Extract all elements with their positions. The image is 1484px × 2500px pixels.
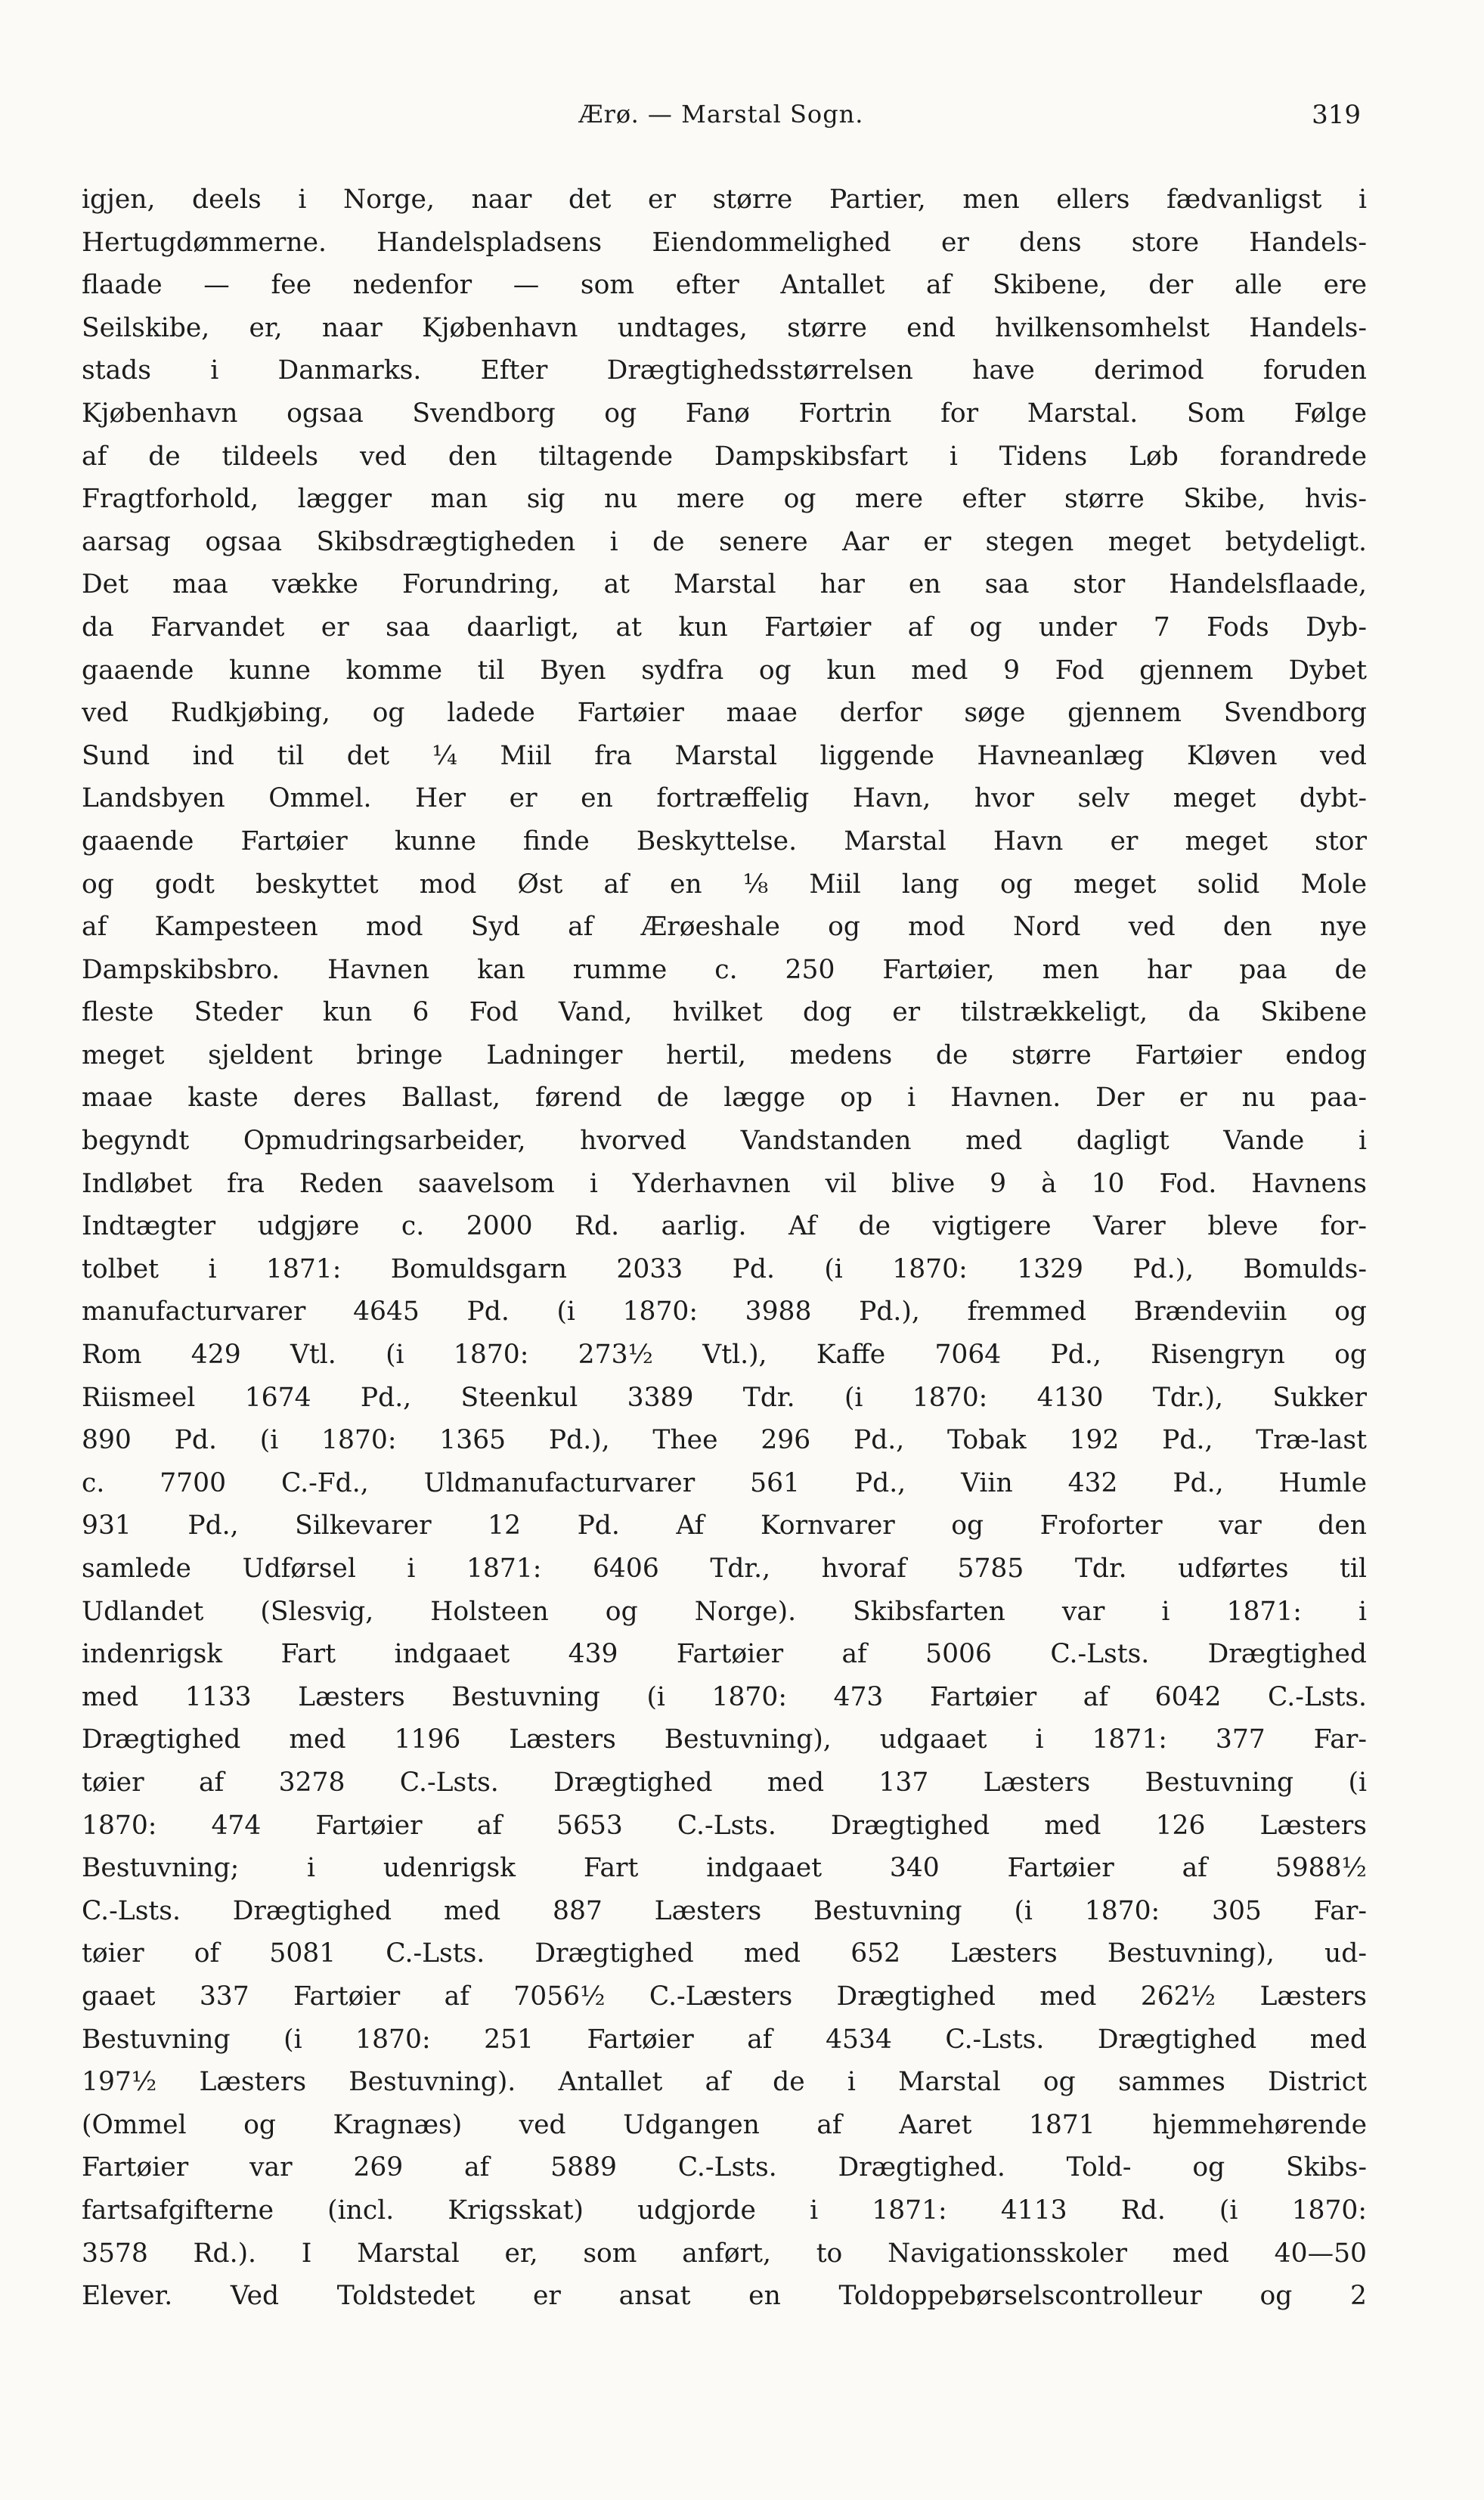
text-line: maae kaste deres Ballast, førend de lægge op i Havnen. Der er nu paa- xyxy=(82,1083,1367,1114)
text-line: 3578 Rd.). I Marstal er, som anført, to Navigationsskoler med 40—50 xyxy=(82,2238,1367,2269)
running-title: Ærø. — Marstal Sogn. xyxy=(578,100,864,129)
text-line: indenrigsk Fart indgaaet 439 Fartøier af 5006 C.-Lsts. Drægtighed xyxy=(82,1639,1367,1670)
text-line: da Farvandet er saa daarligt, at kun Fartøier af og under 7 Fods Dyb- xyxy=(82,612,1367,643)
text-line: c. 7700 C.-Fd., Uldmanufacturvarer 561 Pd., Viin 432 Pd., Humle xyxy=(82,1467,1367,1498)
text-line: fleste Steder kun 6 Fod Vand, hvilket dog er tilstrækkeligt, da Skibene xyxy=(82,997,1367,1028)
text-line: ved Rudkjøbing, og ladede Fartøier maae derfor søge gjennem Svendborg xyxy=(82,698,1367,729)
text-line: Det maa vække Forundring, at Marstal har en saa stor Handelsflaade, xyxy=(82,569,1367,600)
text-line: Udlandet (Slesvig, Holsteen og Norge). Skibsfarten var i 1871: i xyxy=(82,1596,1367,1627)
text-line: Indtægter udgjøre c. 2000 Rd. aarlig. Af de vigtigere Varer bleve for- xyxy=(82,1211,1367,1242)
text-line: Sund ind til det ¼ Miil fra Marstal liggende Havneanlæg Kløven ved xyxy=(82,740,1367,771)
text-line: gaaende kunne komme til Byen sydfra og kun med 9 Fod gjennem Dybet xyxy=(82,655,1367,686)
text-line: Drægtighed med 1196 Læsters Bestuvning), udgaaet i 1871: 377 Far- xyxy=(82,1724,1367,1755)
text-line: Fragtforhold, lægger man sig nu mere og mere efter større Skibe, hvis- xyxy=(82,484,1367,515)
text-line: tolbet i 1871: Bomuldsgarn 2033 Pd. (i 1870: 1329 Pd.), Bomulds- xyxy=(82,1253,1367,1284)
text-line: tøier af 3278 C.-Lsts. Drægtighed med 137 Læsters Bestuvning (i xyxy=(82,1767,1367,1798)
text-line: Bestuvning (i 1870: 251 Fartøier af 4534 C.-Lsts. Drægtighed med xyxy=(82,2024,1367,2055)
text-line: igjen, deels i Norge, naar det er større Partier, men ellers fædvanligst i xyxy=(82,184,1367,215)
text-line: Hertugdømmerne. Handelspladsens Eiendommelighed er dens store Handels- xyxy=(82,227,1367,258)
text-line: stads i Danmarks. Efter Drægtighedsstørrelsen have derimod foruden xyxy=(82,355,1367,386)
text-line: og godt beskyttet mod Øst af en ⅛ Miil lang og meget solid Mole xyxy=(82,869,1367,900)
text-line: af de tildeels ved den tiltagende Dampskibsfart i Tidens Løb forandrede xyxy=(82,441,1367,472)
text-line: Indløbet fra Reden saavelsom i Yderhavnen vil blive 9 à 10 Fod. Havnens xyxy=(82,1168,1367,1199)
page-number: 319 xyxy=(1312,100,1361,130)
body-text xyxy=(82,178,1367,2318)
text-line: Riismeel 1674 Pd., Steenkul 3389 Tdr. (i 1870: 4130 Tdr.), Sukker xyxy=(82,1382,1367,1413)
text-line: (Ommel og Kragnæs) ved Udgangen af Aaret 1871 hjemmehørende xyxy=(82,2109,1367,2140)
text-line: manufacturvarer 4645 Pd. (i 1870: 3988 Pd.), fremmed Brændeviin og xyxy=(82,1296,1367,1327)
text-line: 197½ Læsters Bestuvning). Antallet af de i Marstal og sammes District xyxy=(82,2067,1367,2098)
text-line: Elever. Ved Toldstedet er ansat en Toldoppebørselscontrolleur og 2 xyxy=(82,2281,1367,2312)
text-line: Kjøbenhavn ogsaa Svendborg og Fanø Fortrin for Marstal. Som Følge xyxy=(82,398,1367,429)
text-line: gaaende Fartøier kunne finde Beskyttelse. Marstal Havn er meget stor xyxy=(82,826,1367,857)
running-head xyxy=(82,100,1361,136)
text-line: 890 Pd. (i 1870: 1365 Pd.), Thee 296 Pd., Tobak 192 Pd., Træ-last xyxy=(82,1425,1367,1456)
text-line: 1870: 474 Fartøier af 5653 C.-Lsts. Drægtighed med 126 Læsters xyxy=(82,1810,1367,1841)
text-line: C.-Lsts. Drægtighed med 887 Læsters Bestuvning (i 1870: 305 Far- xyxy=(82,1895,1367,1926)
text-line: Dampskibsbro. Havnen kan rumme c. 250 Fartøier, men har paa de xyxy=(82,954,1367,985)
text-line: Landsbyen Ommel. Her er en fortræffelig Havn, hvor selv meget dybt- xyxy=(82,783,1367,814)
text-line: med 1133 Læsters Bestuvning (i 1870: 473 Fartøier af 6042 C.-Lsts. xyxy=(82,1681,1367,1712)
text-line: Rom 429 Vtl. (i 1870: 273½ Vtl.), Kaffe 7064 Pd., Risengryn og xyxy=(82,1340,1367,1371)
text-line: flaade — fee nedenfor — som efter Antallet af Skibene, der alle ere xyxy=(82,270,1367,301)
text-line: aarsag ogsaa Skibsdrægtigheden i de senere Aar er stegen meget betydeligt. xyxy=(82,526,1367,557)
text-line: begyndt Opmudringsarbeider, hvorved Vandstanden med dagligt Vande i xyxy=(82,1126,1367,1157)
text-line: meget sjeldent bringe Ladninger hertil, medens de større Fartøier endog xyxy=(82,1039,1367,1070)
text-line: tøier of 5081 C.-Lsts. Drægtighed med 652 Læsters Bestuvning), ud- xyxy=(82,1938,1367,1969)
text-line: gaaet 337 Fartøier af 7056½ C.-Læsters Drægtighed med 262½ Læsters xyxy=(82,1981,1367,2012)
text-line: Seilskibe, er, naar Kjøbenhavn undtages, større end hvilkensomhelst Handels- xyxy=(82,312,1367,343)
text-line: fartsafgifterne (incl. Krigsskat) udgjorde i 1871: 4113 Rd. (i 1870: xyxy=(82,2195,1367,2226)
text-line: af Kampesteen mod Syd af Ærøeshale og mod Nord ved den nye xyxy=(82,912,1367,943)
text-line: Fartøier var 269 af 5889 C.-Lsts. Drægtighed. Told- og Skibs- xyxy=(82,2152,1367,2183)
text-line: Bestuvning; i udenrigsk Fart indgaaet 340 Fartøier af 5988½ xyxy=(82,1853,1367,1884)
text-line: 931 Pd., Silkevarer 12 Pd. Af Kornvarer og Froforter var den xyxy=(82,1510,1367,1541)
text-line: samlede Udførsel i 1871: 6406 Tdr., hvoraf 5785 Tdr. udførtes til xyxy=(82,1554,1367,1584)
